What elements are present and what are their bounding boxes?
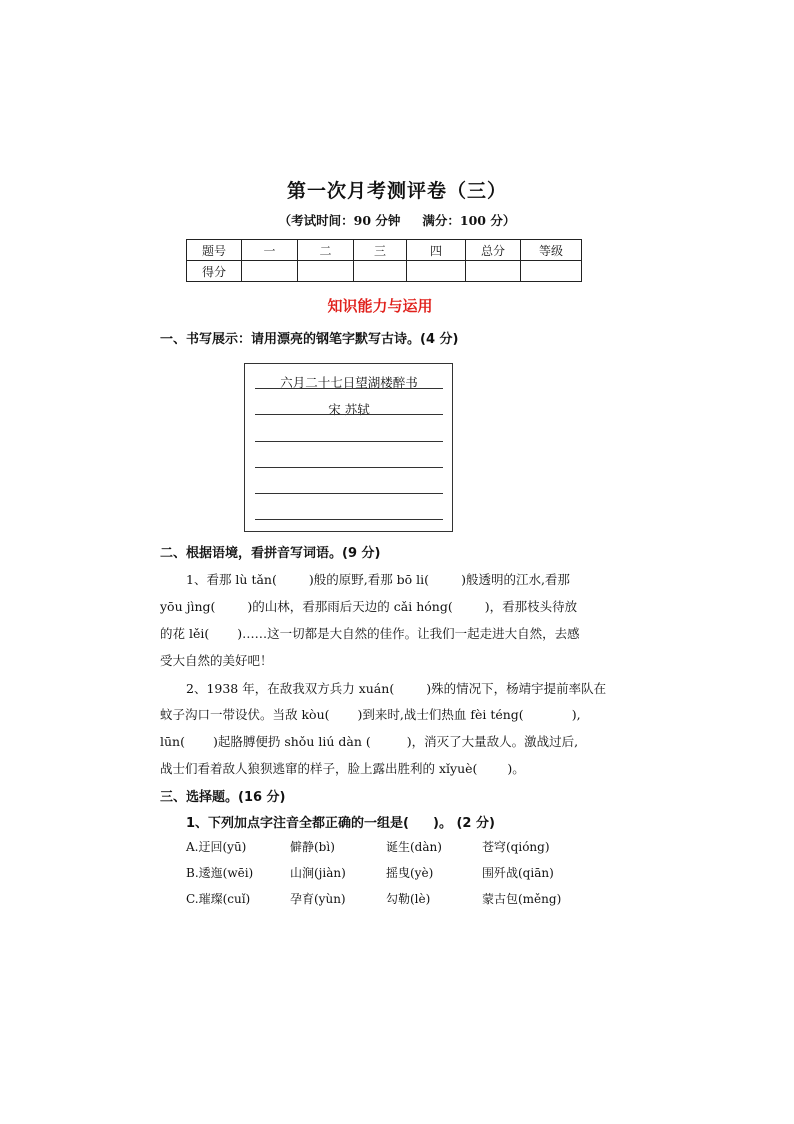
text-run: lūn( xyxy=(160,734,185,749)
poem-author: 宋 苏轼 xyxy=(328,402,370,417)
option-word: B.逶迤(wēi) xyxy=(186,866,254,880)
text-run: )，消灭了大量敌人。激战过后, xyxy=(406,734,579,749)
q2-p2-line4 xyxy=(160,759,525,777)
writing-line[interactable] xyxy=(255,441,443,442)
score-table xyxy=(186,239,582,282)
text-run: )般的原野,看那 bō li( xyxy=(308,572,430,587)
score-header-cell: 题号 xyxy=(187,240,242,261)
option-word: 孕育(yùn) xyxy=(290,892,346,906)
writing-line[interactable] xyxy=(255,519,443,520)
text-run: 2、1938 年，在敌我双方兵力 xuán( xyxy=(186,681,395,696)
text-run: 战士们看着敌人狼狈逃窜的样子，脸上露出胜利的 xǐyuè( xyxy=(160,761,478,776)
text-run: yōu jìng( xyxy=(160,599,216,614)
q2-p2-line1 xyxy=(186,679,606,697)
question-1-heading: 一、书写展示：请用漂亮的钢笔字默写古诗。(4 分) xyxy=(160,332,459,347)
text-run: )般透明的江水,看那 xyxy=(461,572,570,587)
writing-line[interactable] xyxy=(255,414,443,415)
text-run: )殊的情况下，杨靖宇提前率队在 xyxy=(426,681,607,696)
exam-time: （考试时间：90 分钟 xyxy=(278,213,401,228)
text-run: )起胳膊便扔 shǒu liú dàn ( xyxy=(212,734,371,749)
exam-subtitle xyxy=(0,211,794,229)
score-cell[interactable] xyxy=(521,261,582,282)
option-word: 诞生(dàn) xyxy=(386,840,442,854)
score-cell[interactable] xyxy=(242,261,298,282)
score-cell[interactable] xyxy=(466,261,521,282)
option-word: 蒙古包(měng) xyxy=(482,892,562,906)
option-word: 勾勒(lè) xyxy=(386,892,431,906)
score-cell[interactable] xyxy=(407,261,466,282)
score-table-header-row xyxy=(187,240,582,261)
score-table-score-row xyxy=(187,261,582,282)
score-header-cell: 四 xyxy=(407,240,466,261)
option-word: 山涧(jiàn) xyxy=(290,866,346,880)
text-run: 1、看那 lù tǎn( xyxy=(186,572,277,587)
q2-p1-line2 xyxy=(160,597,577,615)
option-word: 摇曳(yè) xyxy=(386,866,434,880)
section-banner: 知识能力与运用 xyxy=(327,297,433,315)
text-run: )。 (2 分) xyxy=(433,816,495,831)
q2-p1-line4: 受大自然的美好吧！ xyxy=(160,653,273,668)
question-2-heading: 二、根据语境，看拼音写词语。(9 分) xyxy=(160,546,381,561)
text-run: )的山林，看那雨后天边的 cǎi hóng( xyxy=(247,599,453,614)
exam-full-score: 满分：100 分） xyxy=(422,213,516,228)
question-3-1-stem xyxy=(186,812,495,831)
option-word: A.迂回(yū) xyxy=(186,840,247,854)
score-header-cell: 三 xyxy=(354,240,407,261)
score-header-cell: 二 xyxy=(298,240,354,261)
question-3-heading: 三、选择题。(16 分) xyxy=(160,790,286,805)
poem-writing-box xyxy=(244,363,453,532)
score-header-cell: 一 xyxy=(242,240,298,261)
q2-p1-line3 xyxy=(160,624,580,642)
score-header-cell: 总分 xyxy=(466,240,521,261)
exam-title: 第一次月考测评卷（三） xyxy=(286,180,507,202)
text-run: )……这一切都是大自然的佳作。让我们一起走进大自然，去感 xyxy=(237,626,580,641)
option-word: C.璀璨(cuǐ) xyxy=(186,892,251,906)
text-run: )。 xyxy=(507,761,525,776)
text-run: )到来时,战士们热血 fèi téng( xyxy=(357,707,524,722)
option-word: 围歼战(qiān) xyxy=(482,866,554,880)
option-word: 苍穹(qióng) xyxy=(482,840,550,854)
writing-line[interactable] xyxy=(255,388,443,389)
writing-line[interactable] xyxy=(255,493,443,494)
score-row-label: 得分 xyxy=(187,261,242,282)
text-run: 的花 lěi( xyxy=(160,626,210,641)
text-run: 蚊子沟口一带设伏。当敌 kòu( xyxy=(160,707,330,722)
score-header-cell: 等级 xyxy=(521,240,582,261)
q2-p2-line3 xyxy=(160,732,578,750)
score-cell[interactable] xyxy=(354,261,407,282)
text-run: )，看那枝头待放 xyxy=(484,599,578,614)
q2-p2-line2 xyxy=(160,705,581,723)
poem-title: 六月二十七日望湖楼醉书 xyxy=(280,375,418,390)
q2-p1-line1 xyxy=(186,570,570,588)
score-cell[interactable] xyxy=(298,261,354,282)
text-run: 1、下列加点字注音全都正确的一组是( xyxy=(186,816,409,831)
writing-line[interactable] xyxy=(255,467,443,468)
text-run: ), xyxy=(571,707,581,722)
option-word: 僻静(bì) xyxy=(290,840,335,854)
